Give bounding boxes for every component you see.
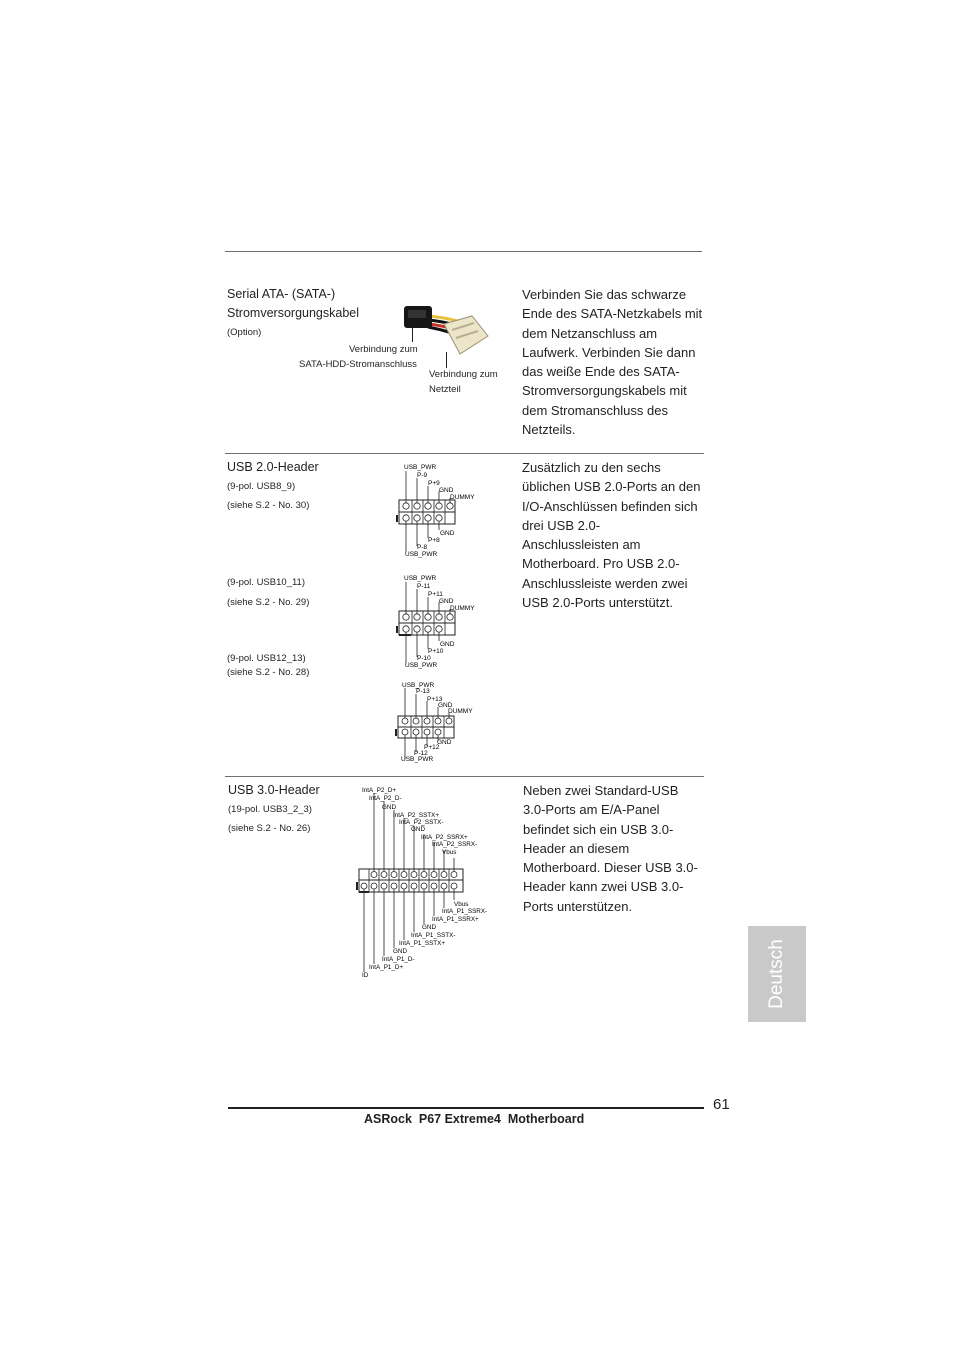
desc-line: drei USB 2.0- — [522, 517, 601, 533]
pin-label: USB_PWR — [401, 756, 434, 763]
top-rule — [225, 251, 702, 252]
section-divider — [225, 776, 704, 777]
usb2-h2-name: (9-pol. USB10_11) — [227, 577, 305, 588]
pin-label: USB_PWR — [404, 575, 437, 582]
pin-label: IntA_P1_SSTX- — [411, 932, 456, 939]
pin-label: IntA_P2_D- — [369, 795, 402, 802]
label-connect-psu-1: Verbindung zum — [429, 369, 498, 380]
pin-label: USB_PWR — [405, 551, 438, 558]
pin-label: P-13 — [416, 688, 430, 695]
usb2-h1-ref: (siehe S.2 - No. 30) — [227, 500, 310, 511]
sata-power-option: (Option) — [227, 327, 262, 338]
pin-label: USB_PWR — [405, 662, 438, 669]
pin-label: P-10 — [417, 655, 431, 662]
pin-label: P+9 — [428, 480, 440, 487]
desc-line: befindet sich ein USB 3.0- — [523, 821, 674, 837]
desc-line: Verbinden Sie das schwarze — [522, 287, 687, 302]
desc-line: üblichen USB 2.0-Ports an den — [522, 479, 701, 495]
pin-label: GND — [439, 487, 454, 494]
pin-label: IntA_P1_SSRX- — [442, 908, 488, 915]
pin-label: IntA_P2_D+ — [362, 787, 397, 794]
pin-label: DUMMY — [450, 494, 475, 501]
pin-label: IntA_P2_SSTX+ — [393, 812, 440, 819]
footer-rule — [228, 1107, 704, 1109]
pin-label: P+11 — [428, 591, 443, 598]
language-side-tab — [748, 926, 806, 1022]
pin-label: DUMMY — [448, 708, 473, 715]
pin-label: P-8 — [417, 544, 428, 551]
pin-label: GND — [437, 739, 452, 746]
pin-label: P-12 — [414, 750, 428, 757]
pin-label: IntA_P1_SSTX+ — [399, 940, 446, 947]
usb2-h3-ref: (siehe S.2 - No. 28) — [227, 667, 310, 678]
sata-power-description — [522, 285, 712, 439]
usb2-header-diagram-1 — [392, 460, 482, 558]
pin-label: USB_PWR — [404, 464, 437, 471]
desc-line: 3.0-Ports am E/A-Panel — [523, 802, 660, 818]
psu-pointer-line — [446, 352, 447, 368]
section-divider — [225, 453, 704, 454]
pin-label: IntA_P1_SSRX+ — [432, 916, 479, 923]
usb3-header-diagram — [355, 784, 495, 980]
pin-label: IntA_P2_SSTX- — [399, 819, 444, 826]
sata-power-title-2: Stromversorgungskabel — [227, 306, 360, 320]
desc-line: dem Stromanschluss des — [522, 402, 668, 418]
desc-line: Ports unterstützen. — [523, 898, 633, 914]
pin-label: ID — [362, 972, 369, 979]
pin-label: IntA_P2_SSRX+ — [421, 834, 468, 841]
pin-label: Vbus — [442, 849, 457, 856]
desc-line: Anschlussleisten am — [522, 537, 641, 553]
pin-label: P+8 — [428, 537, 440, 544]
footer-product: ASRock P67 Extreme4 Motherboard — [364, 1112, 585, 1126]
desc-line: I/O-Anschlüssen befinden sich — [522, 498, 698, 514]
hdd-pointer-line — [412, 326, 413, 342]
pin-label: P+13 — [427, 696, 443, 703]
usb3-title: USB 3.0-Header — [228, 783, 320, 797]
desc-line: Stromversorgungskabels mit — [522, 383, 687, 399]
desc-line: Motherboard. Pro USB 2.0- — [522, 556, 680, 572]
desc-line: USB 2.0-Ports unterstützt. — [522, 595, 674, 611]
desc-line: das weiße Ende des SATA- — [522, 364, 680, 380]
desc-line: Ende des SATA-Netzkabels mit — [522, 306, 703, 322]
pin-label: GND — [411, 826, 425, 833]
desc-line: Anschlussleiste werden zwei — [522, 575, 688, 591]
sata-power-cable-image — [400, 296, 500, 366]
pin-label: USB_PWR — [402, 682, 435, 689]
usb2-header-diagram-3 — [392, 679, 482, 765]
usb3-description — [523, 781, 713, 916]
side-tab-label: Deutsch — [766, 939, 787, 1009]
pin-label: GND — [422, 924, 436, 931]
sata-power-title-1: Serial ATA- (SATA-) — [227, 287, 336, 301]
desc-line: dem Netzanschluss am — [522, 325, 658, 341]
usb2-h1-name: (9-pol. USB8_9) — [227, 481, 296, 492]
pin-label: GND — [438, 702, 453, 709]
pin-label: P-11 — [417, 583, 431, 590]
desc-line: Netzteils. — [522, 422, 576, 438]
desc-line: Header kann zwei USB 3.0- — [523, 879, 684, 895]
desc-line: Laufwerk. Verbinden Sie dann — [522, 344, 696, 360]
usb2-description — [522, 458, 712, 612]
usb2-header-diagram-2 — [392, 571, 482, 669]
pin-label: IntA_P1_D+ — [369, 964, 404, 971]
pin-label: DUMMY — [450, 605, 475, 612]
pin-label: IntA_P2_SSRX- — [432, 841, 478, 848]
desc-line: Zusätzlich zu den sechs — [522, 460, 661, 475]
usb3-name: (19-pol. USB3_2_3) — [228, 804, 312, 815]
desc-line: Neben zwei Standard-USB — [523, 783, 679, 798]
pin-label: GND — [439, 598, 454, 605]
pin-label: Vbus — [454, 901, 469, 908]
desc-line: Motherboard. Dieser USB 3.0- — [523, 860, 698, 876]
usb2-h2-ref: (siehe S.2 - No. 29) — [227, 597, 310, 608]
pin-label: P+10 — [428, 648, 444, 655]
desc-line: Header an diesem — [523, 840, 630, 856]
label-connect-psu-2: Netzteil — [429, 384, 461, 395]
label-connect-hdd-1: Verbindung zum — [349, 344, 418, 355]
pin-label: GND — [440, 641, 455, 648]
pin-label: GND — [382, 804, 396, 811]
pin-label: P-9 — [417, 472, 428, 479]
usb2-h3-name: (9-pol. USB12_13) — [227, 653, 306, 664]
usb2-title: USB 2.0-Header — [227, 460, 319, 474]
usb3-ref: (siehe S.2 - No. 26) — [228, 823, 311, 834]
pin-label: P+12 — [424, 744, 440, 751]
pin-label: GND — [440, 530, 455, 537]
pin-label: GND — [393, 948, 407, 955]
label-connect-hdd-2: SATA-HDD-Stromanschluss — [299, 359, 417, 370]
pin-label: IntA_P1_D- — [382, 956, 415, 963]
page-number: 61 — [713, 1096, 730, 1113]
